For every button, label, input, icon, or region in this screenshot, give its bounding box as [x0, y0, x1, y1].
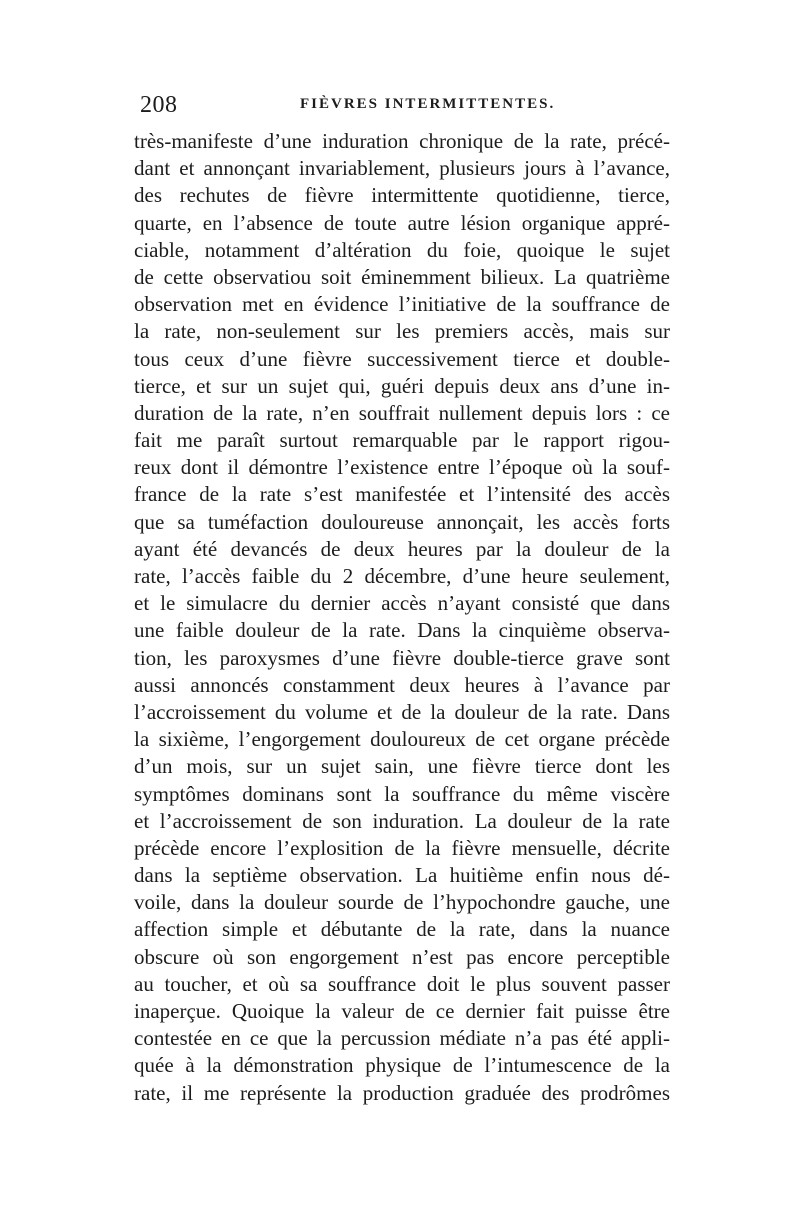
text-line: et l’accroissement de son induration. La douleur de la rate [134, 808, 670, 833]
text-line: très-manifeste d’une induration chronique de la rate, précé- [134, 129, 670, 153]
text-line: la sixième, l’engorgement douloureux de cet organe précède [134, 727, 670, 752]
text-line: aussi annoncés constamment deux heures à l’avance par [134, 672, 670, 697]
text-line: reux dont il démontre l’existence entre l’époque où la souf- [134, 455, 670, 480]
running-title: FIÈVRES INTERMITTENTES. [300, 96, 556, 112]
running-head [140, 92, 670, 120]
text-line: tierce, et sur un sujet qui, guéri depuis deux ans d’une in- [134, 373, 670, 398]
body-text [134, 128, 670, 1107]
text-line: une faible douleur de la rate. Dans la cinquième observa- [134, 618, 670, 643]
text-line: dans la septième observation. La huitième enfin nous dé- [134, 863, 670, 888]
text-line: rate, l’accès faible du 2 décembre, d’une heure seulement, [134, 564, 670, 588]
text-line: au toucher, et où sa souffrance doit le plus souvent passer [134, 971, 670, 996]
page-number: 208 [140, 92, 178, 118]
text-line: symptômes dominans sont la souffrance du même viscère [134, 781, 670, 806]
text-line: quarte, en l’absence de toute autre lésion organique appré- [134, 210, 670, 235]
text-line: tous ceux d’une fièvre successivement tierce et double- [134, 346, 670, 371]
text-line: que sa tuméfaction douloureuse annonçait, les accès forts [134, 509, 670, 534]
text-line: tion, les paroxysmes d’une fièvre double-tierce grave sont [134, 645, 670, 670]
text-line: dant et annonçant invariablement, plusieurs jours à l’avance, [134, 156, 670, 181]
text-line: ciable, notamment d’altération du foie, quoique le sujet [134, 237, 670, 262]
text-line: quée à la démonstration physique de l’intumescence de la [134, 1053, 670, 1078]
text-line: des rechutes de fièvre intermittente quotidienne, tierce, [134, 183, 670, 208]
text-line: et le simulacre du dernier accès n’ayant consisté que dans [134, 591, 670, 616]
text-line: la rate, non-seulement sur les premiers accès, mais sur [134, 319, 670, 344]
text-line: france de la rate s’est manifestée et l’intensité des accès [134, 482, 670, 507]
text-line: d’un mois, sur un sujet sain, une fièvre tierce dont les [134, 754, 670, 779]
text-line: de cette observatiou soit éminemment bilieux. La quatrième [134, 264, 670, 289]
text-line: affection simple et débutante de la rate, dans la nuance [134, 917, 670, 942]
text-line: inaperçue. Quoique la valeur de ce dernier fait puisse être [134, 999, 670, 1023]
text-line: ayant été devancés de deux heures par la douleur de la [134, 536, 670, 561]
text-line: observation met en évidence l’initiative de la souffrance de [134, 292, 670, 317]
text-line: rate, il me représente la production graduée des prodrômes [134, 1080, 670, 1105]
text-line: contestée en ce que la percussion médiate n’a pas été appli- [134, 1026, 670, 1051]
text-line: fait me paraît surtout remarquable par le rapport rigou- [134, 428, 670, 453]
text-line: obscure où son engorgement n’est pas encore perceptible [134, 944, 670, 969]
text-line: l’accroissement du volume et de la douleur de la rate. Dans [134, 699, 670, 724]
text-line: duration de la rate, n’en souffrait nullement depuis lors : ce [134, 400, 670, 425]
text-line: précède encore l’explosition de la fièvre mensuelle, décrite [134, 835, 670, 860]
text-line: voile, dans la douleur sourde de l’hypochondre gauche, une [134, 890, 670, 915]
